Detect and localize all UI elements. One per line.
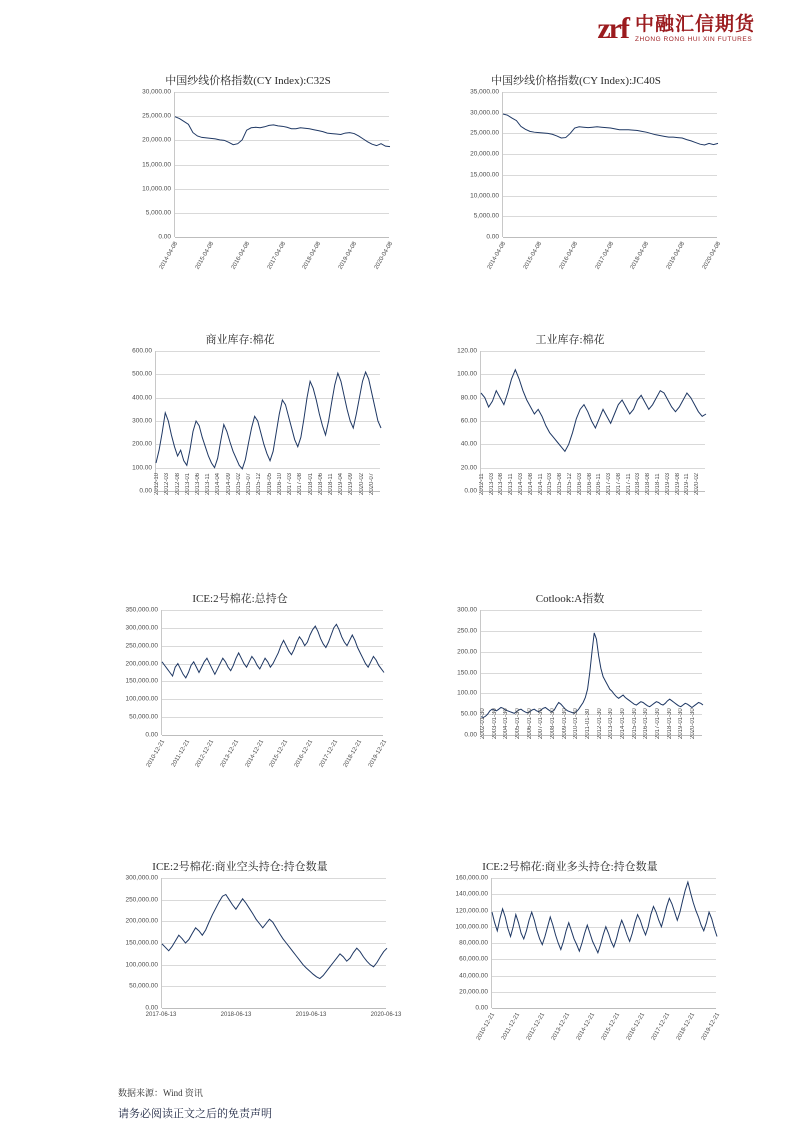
x-tick-label: 2013-01 (184, 472, 191, 495)
x-tick-label: 2014-04-08 (486, 241, 508, 271)
plot-canvas (161, 610, 383, 735)
y-tick-label: 300,000.00 (125, 624, 158, 632)
x-tick-label: 2019-03 (664, 472, 671, 495)
chart-title: 工业库存:棉花 (535, 334, 605, 346)
chart-c32s (108, 72, 395, 292)
x-tick-label: 2019-04 (338, 472, 345, 495)
x-tick-label: 2018-01 (307, 472, 314, 495)
x-tick-label: 2004-01-30 (503, 708, 510, 739)
x-tick-label: 2013-11 (508, 473, 515, 495)
y-tick-label: 150.00 (457, 669, 477, 676)
x-tick-label: 2018-06-13 (220, 1012, 252, 1018)
plot-area (425, 347, 715, 546)
x-tick-label: 2017-03 (606, 472, 613, 495)
x-tick-label: 2018-11 (654, 473, 661, 495)
x-tick-label: 2019-11 (684, 473, 691, 495)
x-tick-label: 2010-12-21 (475, 1012, 497, 1042)
series-line (481, 351, 706, 491)
y-axis-labels (425, 606, 480, 739)
y-tick-label: 0.00 (486, 233, 499, 241)
x-tick-label: 2014-03 (518, 472, 525, 495)
y-tick-label: 20,000.00 (470, 150, 499, 158)
series-line (156, 351, 381, 491)
y-tick-label: 100.00 (457, 689, 477, 697)
y-tick-label: 0.00 (145, 731, 158, 739)
x-tick-label: 2010-12-21 (145, 739, 167, 769)
chart-title: ICE:2号棉花:商业空头持仓:持仓数量 (152, 861, 328, 873)
chart-ice-commercial-long (425, 858, 722, 1048)
y-tick-label: 80,000.00 (459, 939, 488, 947)
y-tick-label: 20.00 (460, 464, 477, 472)
y-tick-label: 60.00 (460, 417, 477, 425)
x-tick-label: 2019-12-21 (700, 1012, 722, 1042)
grid-line (162, 735, 383, 736)
grid-line (162, 1008, 386, 1009)
x-tick-label: 2017-04-08 (594, 241, 615, 271)
x-tick-label: 2013-01-30 (608, 708, 615, 739)
y-tick-label: 50,000.00 (129, 713, 158, 721)
x-tick-label: 2019-09 (348, 472, 355, 495)
plot-area (108, 88, 395, 292)
series-line (175, 92, 390, 237)
y-tick-label: 60,000.00 (459, 955, 488, 963)
y-tick-label: 0.00 (139, 487, 152, 495)
x-tick-label: 2009-01-30 (561, 708, 568, 739)
x-tick-label: 2008-01-30 (549, 708, 556, 739)
plot-area (436, 88, 723, 292)
plot-canvas (174, 92, 389, 237)
y-tick-label: 100.00 (132, 464, 152, 472)
chart-cotlook-a (425, 590, 715, 775)
y-axis-labels (95, 874, 161, 1012)
x-tick-label: 2018-12-21 (675, 1012, 697, 1042)
x-tick-label: 2018-11 (327, 473, 334, 495)
x-tick-label: 2017-11 (625, 473, 632, 495)
y-axis-labels (95, 606, 161, 739)
chart-title: 中国纱线价格指数(CY Index):JC40S (491, 75, 661, 87)
logo-name-cn: 中融汇信期货 (634, 13, 755, 35)
x-tick-label: 2011-01-30 (585, 708, 591, 739)
x-tick-label: 2017-12-21 (318, 739, 339, 769)
x-tick-label: 2014-11 (537, 473, 544, 495)
grid-line (481, 491, 705, 492)
y-tick-label: 0.00 (464, 731, 477, 739)
y-axis-labels (425, 874, 491, 1012)
y-tick-label: 50.00 (460, 710, 477, 718)
company-logo (597, 14, 755, 44)
x-tick-label: 2019-06-13 (295, 1012, 327, 1018)
plot-area (95, 347, 385, 546)
x-tick-label: 2017-03 (287, 472, 294, 495)
x-tick-label: 2020-04-08 (373, 241, 395, 271)
y-tick-label: 250.00 (457, 627, 477, 635)
x-tick-label: 2014-12-21 (575, 1012, 597, 1042)
plot-area (425, 874, 722, 1048)
x-tick-label: 2018-04-08 (629, 241, 651, 271)
x-tick-label: 2018-08 (645, 472, 652, 495)
plot-canvas (491, 878, 716, 1008)
x-tick-label: 2002-01-30 (479, 708, 486, 739)
x-tick-label: 2012-01-30 (596, 708, 603, 739)
x-tick-label: 2018-03 (635, 472, 642, 495)
x-tick-label: 2015-02 (235, 472, 242, 495)
x-tick-label: 2017-08 (615, 472, 622, 495)
y-tick-label: 300.00 (132, 417, 152, 425)
x-tick-label: 2013-12-21 (550, 1012, 572, 1042)
chart-title: ICE:2号棉花:总持仓 (192, 593, 288, 605)
y-axis-labels (436, 88, 502, 241)
y-tick-label: 25,000.00 (142, 112, 171, 120)
logo-text (635, 15, 755, 44)
x-tick-label: 2017-04-08 (266, 241, 287, 271)
x-tick-label: 2016-05 (266, 472, 273, 495)
y-tick-label: 100,000.00 (455, 923, 488, 931)
disclaimer: 请务必阅读正文之后的免责声明 (118, 1108, 272, 1120)
chart-commercial-stock-cotton (95, 331, 385, 546)
x-tick-label: 2016-01-30 (643, 708, 650, 739)
y-tick-label: 150,000.00 (125, 677, 158, 685)
x-tick-label: 2017-01-30 (655, 708, 662, 739)
x-tick-label: 2015-03 (547, 472, 554, 495)
x-tick-label: 2016-11 (596, 473, 603, 495)
x-tick-label: 2015-04-08 (194, 241, 216, 271)
x-tick-label: 2015-12 (256, 472, 263, 495)
x-tick-label: 2012-10 (154, 472, 161, 495)
y-tick-label: 140,000.00 (455, 890, 488, 898)
x-tick-label: 2018-06 (317, 472, 324, 495)
y-tick-label: 15,000.00 (470, 171, 499, 179)
x-tick-label: 2014-12-21 (244, 739, 265, 769)
x-tick-label: 2007-01-30 (538, 708, 545, 739)
grid-line (175, 237, 389, 238)
series-line (162, 610, 384, 735)
x-tick-label: 2020-07 (368, 472, 375, 495)
chart-jc40s (436, 72, 723, 292)
x-tick-label: 2019-08 (674, 472, 681, 495)
y-tick-label: 5,000.00 (473, 212, 499, 220)
chart-industrial-stock-cotton (425, 331, 715, 546)
logo-name-en: ZHONG RONG HUI XIN FUTURES (634, 35, 753, 43)
x-tick-label: 2014-09 (225, 472, 232, 495)
y-tick-label: 35,000.00 (470, 88, 499, 96)
y-tick-label: 400.00 (132, 394, 152, 402)
x-tick-label: 2014-01-30 (620, 708, 627, 739)
x-tick-label: 2020-02 (694, 472, 701, 495)
y-tick-label: 80.00 (460, 394, 477, 402)
y-tick-label: 500.00 (132, 370, 152, 378)
x-tick-label: 2019-01-30 (678, 708, 685, 739)
x-tick-label: 2006-01-30 (526, 708, 533, 739)
y-tick-label: 50,000.00 (129, 982, 158, 990)
y-tick-label: 250,000.00 (125, 896, 158, 904)
plot-canvas (502, 92, 717, 237)
x-tick-label: 2016-10 (276, 472, 283, 495)
x-tick-label: 2018-04-08 (301, 241, 323, 271)
plot-canvas (161, 878, 386, 1008)
x-tick-label: 2012-03 (164, 472, 171, 495)
y-tick-label: 5,000.00 (145, 209, 171, 217)
x-tick-label: 2012-08 (174, 472, 181, 495)
x-tick-label: 2015-12-21 (600, 1012, 622, 1042)
x-tick-label: 2013-03 (488, 472, 495, 495)
x-tick-label: 2015-12 (566, 472, 573, 495)
y-tick-label: 250,000.00 (125, 642, 158, 650)
y-tick-label: 160,000.00 (455, 874, 488, 882)
y-tick-label: 200.00 (132, 440, 152, 448)
y-tick-label: 600.00 (132, 347, 152, 355)
y-tick-label: 0.00 (158, 233, 171, 241)
y-tick-label: 100,000.00 (125, 961, 158, 969)
y-tick-label: 350,000.00 (125, 606, 158, 614)
x-tick-label: 2016-03 (576, 472, 583, 495)
x-tick-label: 2017-06-13 (145, 1012, 177, 1018)
y-axis-labels (95, 347, 155, 495)
y-tick-label: 200.00 (457, 648, 477, 656)
y-tick-label: 40,000.00 (459, 972, 488, 979)
plot-canvas (155, 351, 380, 491)
x-tick-label: 2015-04-08 (522, 241, 544, 271)
x-tick-label: 2015-07 (246, 472, 253, 495)
x-tick-label: 2019-04-08 (665, 241, 687, 271)
x-tick-label: 2016-12-21 (293, 739, 315, 769)
y-tick-label: 120,000.00 (455, 907, 488, 914)
x-tick-label: 2014-04 (215, 472, 222, 495)
y-tick-label: 300.00 (457, 606, 477, 614)
y-tick-label: 15,000.00 (142, 161, 171, 168)
x-tick-label: 2019-04-08 (337, 241, 359, 271)
x-tick-label: 2010-01-30 (573, 708, 580, 739)
x-tick-label: 2020-02 (358, 472, 365, 495)
x-tick-label: 2011-12-21 (170, 739, 191, 769)
grid-line (503, 237, 717, 238)
y-axis-labels (108, 88, 174, 241)
y-tick-label: 0.00 (145, 1004, 158, 1012)
chart-title: 商业库存:棉花 (205, 334, 275, 346)
chart-title: Cotlook:A指数 (535, 593, 605, 605)
chart-ice-total-oi (95, 590, 389, 775)
x-tick-label: 2019-12-21 (367, 739, 389, 769)
logo-mark: zrf (597, 12, 628, 45)
y-tick-label: 100,000.00 (125, 695, 158, 703)
x-tick-label: 2011-12-21 (500, 1012, 522, 1042)
x-tick-label: 2014-08 (527, 472, 534, 495)
x-tick-label: 2014-04-08 (158, 241, 180, 271)
x-tick-label: 2018-12-21 (342, 739, 364, 769)
grid-line (492, 1008, 716, 1009)
x-tick-label: 2016-12-21 (625, 1012, 647, 1042)
y-tick-label: 200,000.00 (125, 917, 158, 925)
x-tick-label: 2020-04-08 (701, 241, 723, 271)
x-tick-label: 2016-04-08 (558, 241, 579, 271)
chart-title: ICE:2号棉花:商业多头持仓:持仓数量 (482, 861, 658, 873)
series-line (503, 92, 718, 237)
y-tick-label: 0.00 (475, 1004, 488, 1012)
x-tick-label: 2013-06 (195, 472, 202, 495)
y-tick-label: 30,000.00 (470, 109, 499, 117)
x-tick-label: 2012-12-21 (525, 1012, 547, 1042)
plot-area (425, 606, 715, 775)
y-tick-label: 120.00 (457, 347, 477, 355)
plot-area (95, 606, 389, 775)
x-tick-label: 2016-08 (586, 472, 593, 495)
data-source: 数据来源：Wind 资讯 (118, 1088, 203, 1098)
y-tick-label: 25,000.00 (470, 129, 499, 137)
y-tick-label: 200,000.00 (125, 660, 158, 668)
y-tick-label: 10,000.00 (470, 192, 499, 200)
y-tick-label: 10,000.00 (142, 185, 171, 193)
x-tick-label: 2017-12-21 (650, 1012, 672, 1042)
series-line (492, 878, 717, 1008)
x-tick-label: 2020-01-30 (690, 708, 697, 739)
chart-title: 中国纱线价格指数(CY Index):C32S (165, 75, 331, 87)
x-tick-label: 2012-12-21 (194, 739, 216, 769)
plot-area (95, 874, 402, 1048)
y-tick-label: 20,000.00 (142, 136, 171, 144)
x-tick-label: 2013-12-21 (219, 739, 241, 769)
y-tick-label: 100.00 (457, 370, 477, 378)
x-tick-label: 2016-04-08 (230, 241, 251, 271)
y-tick-label: 20,000.00 (459, 988, 488, 996)
y-tick-label: 150,000.00 (125, 939, 158, 947)
x-tick-label: 2013-11 (205, 473, 212, 495)
x-tick-label: 2020-06-13 (370, 1012, 402, 1018)
x-tick-label: 2015-01-30 (631, 708, 638, 739)
x-tick-label: 2015-08 (557, 472, 564, 495)
y-tick-label: 300,000.00 (125, 874, 158, 882)
x-tick-label: 2018-01-30 (666, 708, 673, 739)
chart-ice-commercial-short (95, 858, 402, 1048)
x-tick-label: 2012-11 (478, 473, 485, 495)
x-tick-label: 2005-01-30 (514, 708, 521, 739)
x-tick-label: 2003-01-30 (491, 708, 498, 739)
y-tick-label: 30,000.00 (142, 88, 171, 96)
x-tick-label: 2013-08 (498, 472, 505, 495)
x-tick-label: 2017-08 (297, 472, 304, 495)
y-tick-label: 40.00 (460, 440, 477, 448)
y-tick-label: 0.00 (464, 487, 477, 495)
x-tick-label: 2015-12-21 (268, 739, 290, 769)
plot-canvas (480, 351, 705, 491)
series-line (162, 878, 387, 1008)
y-axis-labels (425, 347, 480, 495)
